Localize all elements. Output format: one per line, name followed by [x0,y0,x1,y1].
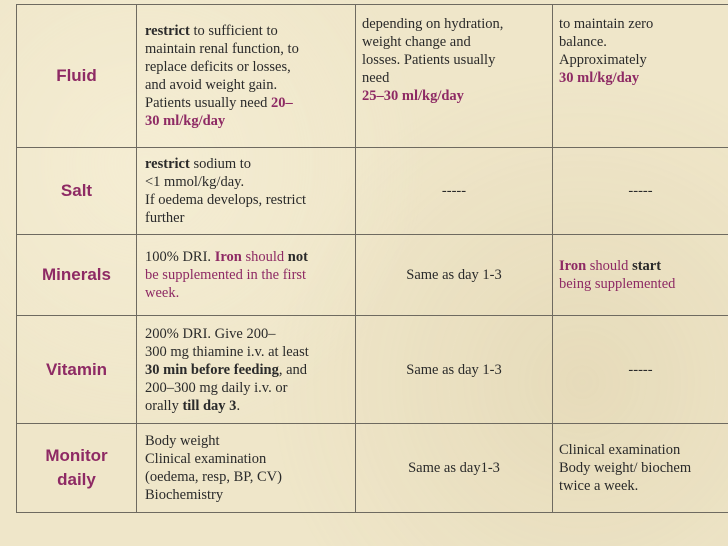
row-label-monitor [17,424,137,513]
keyword-start: start [632,258,662,274]
cell-line: need [362,70,390,86]
table-row [17,235,728,316]
nutrition-table [16,4,728,513]
row-label-text: daily [57,470,96,489]
cell-text: to sufficient to [189,23,278,39]
table-row [17,5,728,148]
cell-line: week. [145,285,180,301]
cell-text: should [586,258,633,274]
cell-text: Patients usually need [145,95,272,111]
cell-line: Clinical examination [559,442,681,458]
cell-text: sodium to [189,156,252,172]
cell-line: Biochemistry [145,487,224,503]
cell-line: weight change and [362,34,471,50]
row-label-text: Monitor [45,446,108,465]
cell-line: to maintain zero [559,16,654,32]
cell-line [145,361,349,379]
cell-line: depending on hydration, [362,16,504,32]
vitamin-day4-6-cell: Same as day 1-3 [356,316,553,424]
keyword-duration: till day 3 [182,397,237,414]
cell-line: be supplemented in the first [145,267,307,283]
row-label-minerals [17,235,137,316]
minerals-day7-cell [553,235,728,316]
highlight-value: 30 ml/kg/day [145,113,226,129]
cell-line [145,248,349,266]
cell-line: 300 mg thiamine i.v. at least [145,343,309,360]
minerals-day4-6-cell: Same as day 1-3 [356,235,553,316]
highlight-value: 30 ml/kg/day [559,70,640,86]
table-row [17,316,728,424]
cell-line [145,155,349,173]
salt-day7-cell: ----- [553,148,728,235]
cell-line: balance. [559,34,607,50]
row-label-salt [17,148,137,235]
cell-line: losses. Patients usually [362,52,496,68]
fluid-day7-cell [553,5,728,148]
table-row [17,424,728,513]
cell-text: . [236,397,241,414]
vitamin-day1-3-cell [137,316,356,424]
monitor-day4-6-cell: Same as day1-3 [356,424,553,513]
cell-text: should [241,249,288,265]
keyword-restrict: restrict [145,23,190,39]
fluid-day4-6-cell [356,5,553,148]
cell-line: being supplemented [559,276,676,292]
highlight-iron: Iron [559,258,587,274]
monitor-day1-3-cell [137,424,356,513]
salt-day1-3-cell [137,148,356,235]
cell-line: (oedema, resp, BP, CV) [145,469,282,485]
row-label-text: Vitamin [45,359,108,379]
cell-line [145,94,349,112]
vitamin-day7-cell: ----- [553,316,728,424]
cell-line: twice a week. [559,478,639,494]
cell-line: Clinical examination [145,451,267,467]
monitor-day7-cell [553,424,728,513]
cell-line: Body weight [145,433,220,449]
highlight-value: 25–30 ml/kg/day [362,88,464,104]
fluid-day1-3-cell [137,5,356,148]
cell-line [145,22,349,40]
cell-line [559,69,722,87]
row-label-text: Fluid [56,66,97,85]
row-label-text: Minerals [42,265,111,284]
cell-line: and avoid weight gain. [145,77,278,93]
keyword-not: not [287,249,308,265]
cell-line [145,112,349,130]
keyword-timing: 30 min before feeding [145,361,279,378]
cell-line: <1 mmol/kg/day. [145,174,245,190]
cell-text: orally [145,397,183,414]
cell-line: replace deficits or losses, [145,59,291,75]
cell-line [362,87,546,105]
highlight-value: 20– [271,95,293,111]
salt-day4-6-cell: ----- [356,148,553,235]
cell-line: Approximately [559,52,647,68]
row-label-text: Salt [60,181,93,200]
cell-line [559,257,722,275]
row-label-vitamin [17,316,137,424]
cell-line [145,397,349,415]
cell-line: Body weight/ biochem [559,460,692,476]
cell-text: , and [278,361,308,378]
highlight-iron: Iron [214,249,242,265]
minerals-day1-3-cell [137,235,356,316]
table-row [17,148,728,235]
cell-text: 100% DRI. [145,249,215,265]
keyword-restrict: restrict [145,156,190,172]
cell-line: If oedema develops, restrict [145,192,307,208]
cell-line: 200% DRI. Give 200– [145,325,276,342]
cell-line: 200–300 mg daily i.v. or [145,379,288,396]
row-label-fluid [17,5,137,148]
cell-line: maintain renal function, to [145,41,299,57]
cell-line: further [145,210,185,226]
